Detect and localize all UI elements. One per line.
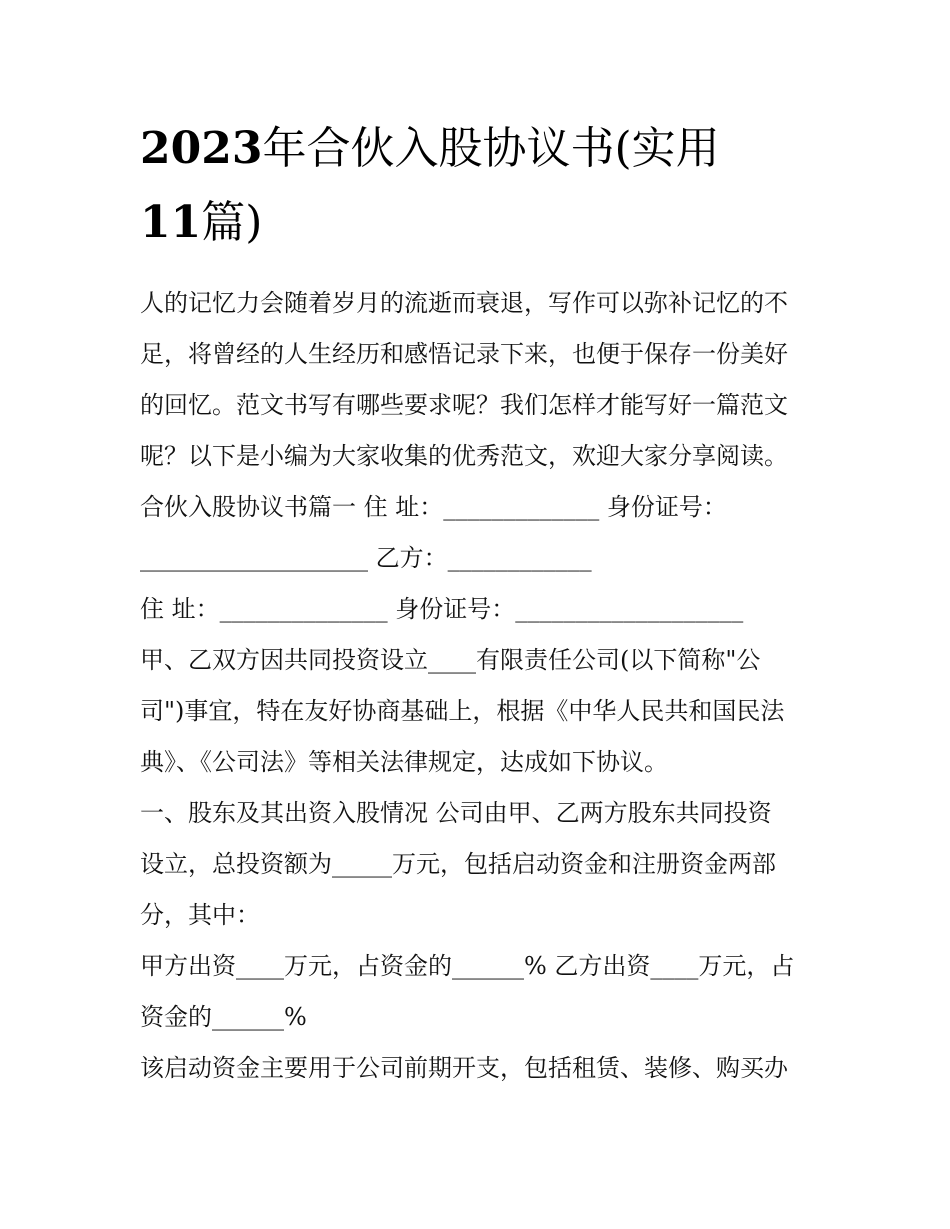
body-line: 合伙入股协议书篇一 住 址：_____________ 身份证号： [140, 493, 727, 521]
body-line: 的回忆。范文书写有哪些要求呢？我们怎样才能写好一篇范文 [140, 391, 788, 419]
body-line: 甲、乙双方因共同投资设立____有限责任公司(以下简称"公 [140, 646, 761, 674]
body-line: 人的记忆力会随着岁月的流逝而衰退，写作可以弥补记忆的不 [140, 289, 788, 317]
title-count: 11 [140, 197, 202, 248]
body-line: 一、股东及其出资入股情况 公司由甲、乙两方股东共同投资 [140, 799, 772, 827]
title-text-line1: 年合伙入股协议书(实用 [262, 123, 720, 174]
body-line: 资金的______% [140, 1003, 307, 1031]
document-body [140, 278, 820, 1094]
body-line: 设立，总投资额为_____万元，包括启动资金和注册资金两部 [140, 850, 776, 878]
body-line: 分，其中： [140, 901, 260, 929]
body-line: 司")事宜，特在友好协商基础上，根据《中华人民共和国民法 [140, 697, 785, 725]
body-line: 甲方出资____万元，占资金的______% 乙方出资____万元，占 [140, 952, 795, 980]
document-title [140, 112, 820, 260]
body-line: 该启动资金主要用于公司前期开支，包括租赁、装修、购买办 [140, 1054, 788, 1082]
title-year: 2023 [140, 123, 263, 174]
body-line: ___________________ 乙方：____________ [140, 544, 592, 572]
body-line: 足，将曾经的人生经历和感悟记录下来，也便于保存一份美好 [140, 340, 788, 368]
body-line: 呢？以下是小编为大家收集的优秀范文，欢迎大家分享阅读。 [140, 442, 788, 470]
title-text-line2: 篇) [201, 197, 263, 248]
body-line: 典》、《公司法》等相关法律规定，达成如下协议。 [140, 748, 668, 776]
body-line: 住 址：______________ 身份证号：___________________ [140, 595, 744, 623]
